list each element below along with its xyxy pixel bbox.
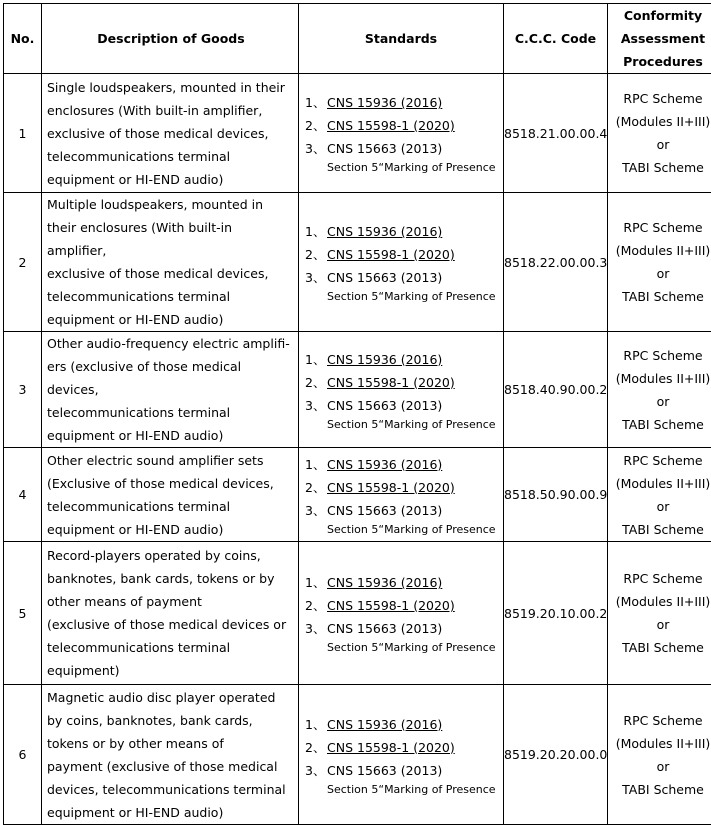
standard-number: 3、 bbox=[305, 137, 327, 160]
standard-name: CNS 15663 (2013) bbox=[327, 141, 442, 156]
header-conformity-line: Assessment bbox=[608, 27, 711, 50]
standard-number: 2、 bbox=[305, 594, 327, 617]
conformity-line: (Modules II+III) bbox=[608, 367, 711, 390]
standards-cell bbox=[299, 332, 504, 448]
standard-number: 1、 bbox=[305, 91, 327, 114]
conformity-line: TABI Scheme bbox=[608, 518, 711, 541]
standard-number: 1、 bbox=[305, 453, 327, 476]
description-line: payment (exclusive of those medical bbox=[47, 755, 295, 778]
row-number: 1 bbox=[4, 74, 42, 193]
description-line: tokens or by other means of bbox=[47, 732, 295, 755]
description-line: equipment or HI-END audio) bbox=[47, 424, 295, 447]
standard-number: 1、 bbox=[305, 220, 327, 243]
standard-item bbox=[305, 759, 503, 782]
standard-item bbox=[305, 617, 503, 640]
description-line: equipment or HI-END audio) bbox=[47, 801, 295, 824]
description-line: Single loudspeakers, mounted in their bbox=[47, 76, 295, 99]
standard-number: 2、 bbox=[305, 736, 327, 759]
conformity-line: TABI Scheme bbox=[608, 285, 711, 308]
header-standards: Standards bbox=[299, 4, 504, 74]
goods-description bbox=[42, 74, 299, 193]
standard-item bbox=[305, 594, 503, 617]
standard-name: CNS 15663 (2013) bbox=[327, 503, 442, 518]
conformity-line: (Modules II+III) bbox=[608, 732, 711, 755]
description-line: enclosures (With built-in amplifier, bbox=[47, 99, 295, 122]
standard-item bbox=[305, 713, 503, 736]
standard-name: CNS 15663 (2013) bbox=[327, 270, 442, 285]
conformity-line: TABI Scheme bbox=[608, 636, 711, 659]
table-row bbox=[4, 332, 711, 448]
standard-name: CNS 15598-1 (2020) bbox=[327, 740, 455, 755]
conformity-line: RPC Scheme bbox=[608, 449, 711, 472]
ccc-code: 8518.50.90.00.9 bbox=[504, 448, 608, 542]
standard-item bbox=[305, 348, 503, 371]
standard-item bbox=[305, 114, 503, 137]
standard-number: 2、 bbox=[305, 476, 327, 499]
standard-note: Section 5“Marking of Presence bbox=[305, 640, 503, 655]
table-row bbox=[4, 542, 711, 685]
conformity-line: (Modules II+III) bbox=[608, 110, 711, 133]
description-line: Multiple loudspeakers, mounted in bbox=[47, 193, 295, 216]
goods-description bbox=[42, 448, 299, 542]
conformity-procedures bbox=[608, 685, 711, 825]
description-line: telecommunications terminal bbox=[47, 495, 295, 518]
description-line: telecommunications terminal bbox=[47, 285, 295, 308]
description-line: equipment) bbox=[47, 659, 295, 682]
standard-number: 2、 bbox=[305, 371, 327, 394]
standard-item bbox=[305, 371, 503, 394]
conformity-line: RPC Scheme bbox=[608, 344, 711, 367]
description-line: (Exclusive of those medical devices, bbox=[47, 472, 295, 495]
description-line: equipment or HI-END audio) bbox=[47, 308, 295, 331]
conformity-procedures bbox=[608, 332, 711, 448]
conformity-line: TABI Scheme bbox=[608, 413, 711, 436]
goods-description bbox=[42, 332, 299, 448]
standard-item bbox=[305, 453, 503, 476]
conformity-line: or bbox=[608, 755, 711, 778]
header-ccc-code: C.C.C. Code bbox=[504, 4, 608, 74]
standard-item bbox=[305, 394, 503, 417]
description-line: telecommunications terminal bbox=[47, 401, 295, 424]
standard-number: 3、 bbox=[305, 499, 327, 522]
conformity-line: or bbox=[608, 495, 711, 518]
description-line: Other electric sound amplifier sets bbox=[47, 449, 295, 472]
standard-name: CNS 15663 (2013) bbox=[327, 763, 442, 778]
header-row bbox=[4, 4, 711, 74]
standards-cell bbox=[299, 193, 504, 332]
conformity-line: (Modules II+III) bbox=[608, 590, 711, 613]
description-line: by coins, banknotes, bank cards, bbox=[47, 709, 295, 732]
header-conformity-line: Procedures bbox=[608, 50, 711, 73]
row-number: 4 bbox=[4, 448, 42, 542]
standards-cell bbox=[299, 542, 504, 685]
standard-item bbox=[305, 220, 503, 243]
conformity-line: (Modules II+III) bbox=[608, 239, 711, 262]
standard-note: Section 5“Marking of Presence bbox=[305, 417, 503, 432]
table-row bbox=[4, 74, 711, 193]
standard-item bbox=[305, 476, 503, 499]
standard-name: CNS 15936 (2016) bbox=[327, 575, 442, 590]
row-number: 3 bbox=[4, 332, 42, 448]
conformity-line: TABI Scheme bbox=[608, 778, 711, 801]
description-line: exclusive of those medical devices, bbox=[47, 122, 295, 145]
standard-name: CNS 15598-1 (2020) bbox=[327, 247, 455, 262]
standard-number: 3、 bbox=[305, 266, 327, 289]
standard-note: Section 5“Marking of Presence bbox=[305, 522, 503, 537]
standard-item bbox=[305, 266, 503, 289]
header-conformity bbox=[608, 4, 711, 74]
conformity-line: or bbox=[608, 613, 711, 636]
goods-table bbox=[3, 3, 711, 825]
standard-name: CNS 15663 (2013) bbox=[327, 621, 442, 636]
standard-note: Section 5“Marking of Presence bbox=[305, 782, 503, 797]
standard-name: CNS 15936 (2016) bbox=[327, 95, 442, 110]
header-conformity-line: Conformity bbox=[608, 4, 711, 27]
conformity-line: TABI Scheme bbox=[608, 156, 711, 179]
conformity-procedures bbox=[608, 193, 711, 332]
description-line: telecommunications terminal bbox=[47, 636, 295, 659]
description-line: telecommunications terminal bbox=[47, 145, 295, 168]
conformity-line: RPC Scheme bbox=[608, 87, 711, 110]
description-line: Magnetic audio disc player operated bbox=[47, 686, 295, 709]
description-line: (exclusive of those medical devices or bbox=[47, 613, 295, 636]
row-number: 5 bbox=[4, 542, 42, 685]
standard-name: CNS 15936 (2016) bbox=[327, 717, 442, 732]
standard-item bbox=[305, 243, 503, 266]
standard-number: 1、 bbox=[305, 713, 327, 736]
header-no: No. bbox=[4, 4, 42, 74]
standard-number: 2、 bbox=[305, 243, 327, 266]
description-line: ers (exclusive of those medical devices, bbox=[47, 355, 295, 401]
standard-number: 1、 bbox=[305, 348, 327, 371]
ccc-code: 8519.20.20.00.0 bbox=[504, 685, 608, 825]
header-description: Description of Goods bbox=[42, 4, 299, 74]
standard-number: 3、 bbox=[305, 759, 327, 782]
standard-number: 1、 bbox=[305, 571, 327, 594]
description-line: devices, telecommunications terminal bbox=[47, 778, 295, 801]
standard-number: 3、 bbox=[305, 394, 327, 417]
standard-name: CNS 15598-1 (2020) bbox=[327, 118, 455, 133]
ccc-code: 8518.40.90.00.2 bbox=[504, 332, 608, 448]
standards-cell bbox=[299, 448, 504, 542]
standard-name: CNS 15598-1 (2020) bbox=[327, 375, 455, 390]
standard-note: Section 5“Marking of Presence bbox=[305, 289, 503, 304]
ccc-code: 8518.21.00.00.4 bbox=[504, 74, 608, 193]
standard-name: CNS 15936 (2016) bbox=[327, 457, 442, 472]
conformity-line: (Modules II+III) bbox=[608, 472, 711, 495]
standards-cell bbox=[299, 685, 504, 825]
standard-note: Section 5“Marking of Presence bbox=[305, 160, 503, 175]
row-number: 6 bbox=[4, 685, 42, 825]
goods-description bbox=[42, 542, 299, 685]
standard-name: CNS 15598-1 (2020) bbox=[327, 598, 455, 613]
description-line: banknotes, bank cards, tokens or by bbox=[47, 567, 295, 590]
standard-name: CNS 15663 (2013) bbox=[327, 398, 442, 413]
row-number: 2 bbox=[4, 193, 42, 332]
description-line: other means of payment bbox=[47, 590, 295, 613]
table-row bbox=[4, 193, 711, 332]
conformity-line: or bbox=[608, 133, 711, 156]
standard-number: 2、 bbox=[305, 114, 327, 137]
standard-name: CNS 15936 (2016) bbox=[327, 224, 442, 239]
standard-name: CNS 15936 (2016) bbox=[327, 352, 442, 367]
standard-number: 3、 bbox=[305, 617, 327, 640]
conformity-line: RPC Scheme bbox=[608, 567, 711, 590]
table-row bbox=[4, 685, 711, 825]
standard-item bbox=[305, 736, 503, 759]
table-row bbox=[4, 448, 711, 542]
description-line: exclusive of those medical devices, bbox=[47, 262, 295, 285]
standard-item bbox=[305, 499, 503, 522]
conformity-line: RPC Scheme bbox=[608, 216, 711, 239]
conformity-procedures bbox=[608, 74, 711, 193]
conformity-line: or bbox=[608, 262, 711, 285]
standard-item bbox=[305, 137, 503, 160]
goods-description bbox=[42, 193, 299, 332]
description-line: equipment or HI-END audio) bbox=[47, 518, 295, 541]
standards-cell bbox=[299, 74, 504, 193]
standard-item bbox=[305, 91, 503, 114]
standard-name: CNS 15598-1 (2020) bbox=[327, 480, 455, 495]
conformity-procedures bbox=[608, 448, 711, 542]
goods-description bbox=[42, 685, 299, 825]
description-line: Record-players operated by coins, bbox=[47, 544, 295, 567]
standard-item bbox=[305, 571, 503, 594]
conformity-procedures bbox=[608, 542, 711, 685]
ccc-code: 8518.22.00.00.3 bbox=[504, 193, 608, 332]
description-line: equipment or HI-END audio) bbox=[47, 168, 295, 191]
description-line: their enclosures (With built-in amplifier, bbox=[47, 216, 295, 262]
conformity-line: or bbox=[608, 390, 711, 413]
conformity-line: RPC Scheme bbox=[608, 709, 711, 732]
description-line: Other audio-frequency electric amplifi- bbox=[47, 332, 295, 355]
ccc-code: 8519.20.10.00.2 bbox=[504, 542, 608, 685]
